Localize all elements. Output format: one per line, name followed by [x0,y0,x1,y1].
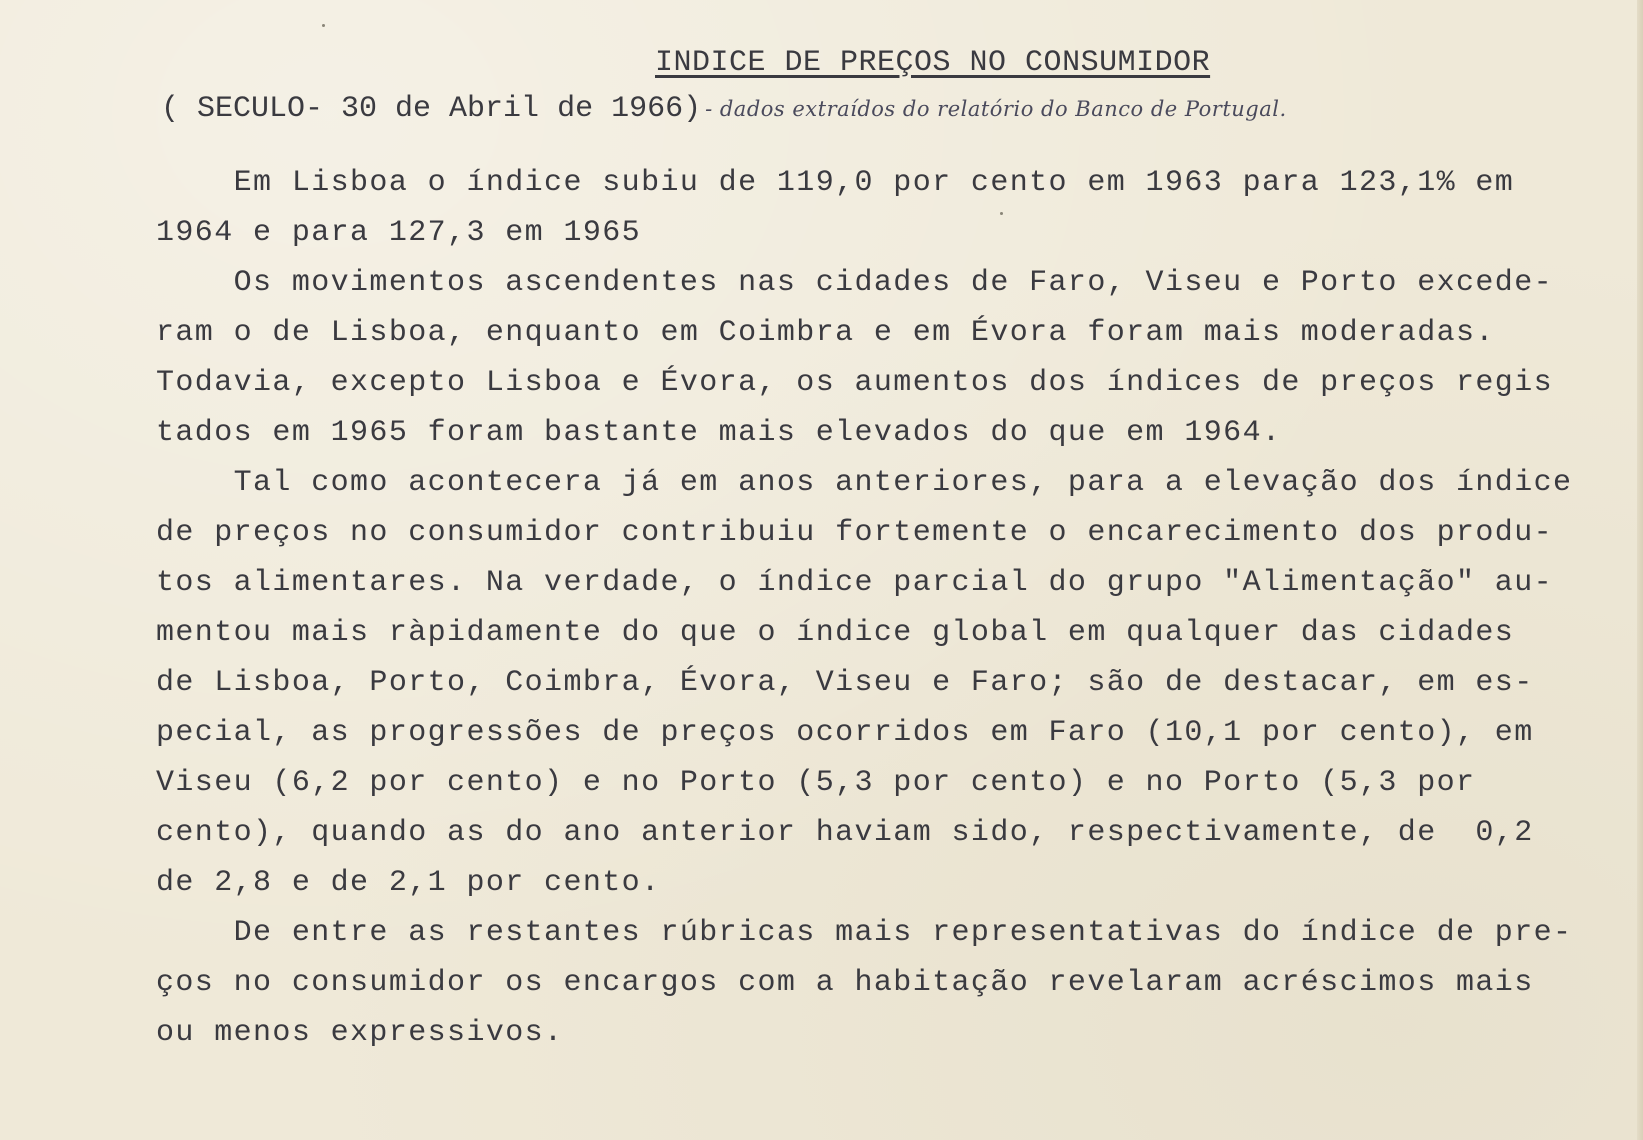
text-line: Em Lisboa o índice subiu de 119,0 por cento em 1963 para 123,1% em [156,166,1515,200]
text-line: 1964 e para 127,3 em 1965 [156,216,642,250]
text-line: ram o de Lisboa, enquanto em Coimbra e em Évora foram mais moderadas. [156,316,1495,350]
text-line: ços no consumidor os encargos com a habitação revelaram acréscimos mais [156,966,1534,1000]
source-line [161,92,1287,126]
text-line: de preços no consumidor contribuiu fortemente o encarecimento dos produ- [156,516,1554,550]
text-line: mentou mais ràpidamente do que o índice global em qualquer das cidades [156,616,1515,650]
text-line: tos alimentares. Na verdade, o índice parcial do grupo "Alimentação" au- [156,566,1554,600]
text-line: de 2,8 e de 2,1 por cento. [156,866,661,900]
ink-speck [322,24,325,27]
text-line: Todavia, excepto Lisboa e Évora, os aumentos dos índices de preços regis [156,366,1554,400]
page-edge-shadow [1637,0,1643,1140]
text-line: Viseu (6,2 por cento) e no Porto (5,3 por cento) e no Porto (5,3 por [156,766,1476,800]
text-line: Tal como acontecera já em anos anteriores, para a elevação dos índice [156,466,1573,500]
text-line: De entre as restantes rúbricas mais representativas do índice de pre- [156,916,1573,950]
text-line: de Lisboa, Porto, Coimbra, Évora, Viseu e Faro; são de destacar, em es- [156,666,1534,700]
body-text [156,158,1636,1058]
text-line: pecial, as progressões de preços ocorridos em Faro (10,1 por cento), em [156,716,1534,750]
handwritten-note: - dados extraídos do relatório do Banco de Portugal. [705,97,1287,121]
text-line: ou menos expressivos. [156,1016,564,1050]
text-line: tados em 1965 foram bastante mais elevados do que em 1964. [156,416,1282,450]
document-title: INDICE DE PREÇOS NO CONSUMIDOR [655,46,1211,80]
source-citation: ( SECULO- 30 de Abril de 1966) [161,92,702,126]
text-line: Os movimentos ascendentes nas cidades de Faro, Viseu e Porto excede- [156,266,1554,300]
text-line: cento), quando as do ano anterior haviam sido, respectivamente, de 0,2 [156,816,1534,850]
